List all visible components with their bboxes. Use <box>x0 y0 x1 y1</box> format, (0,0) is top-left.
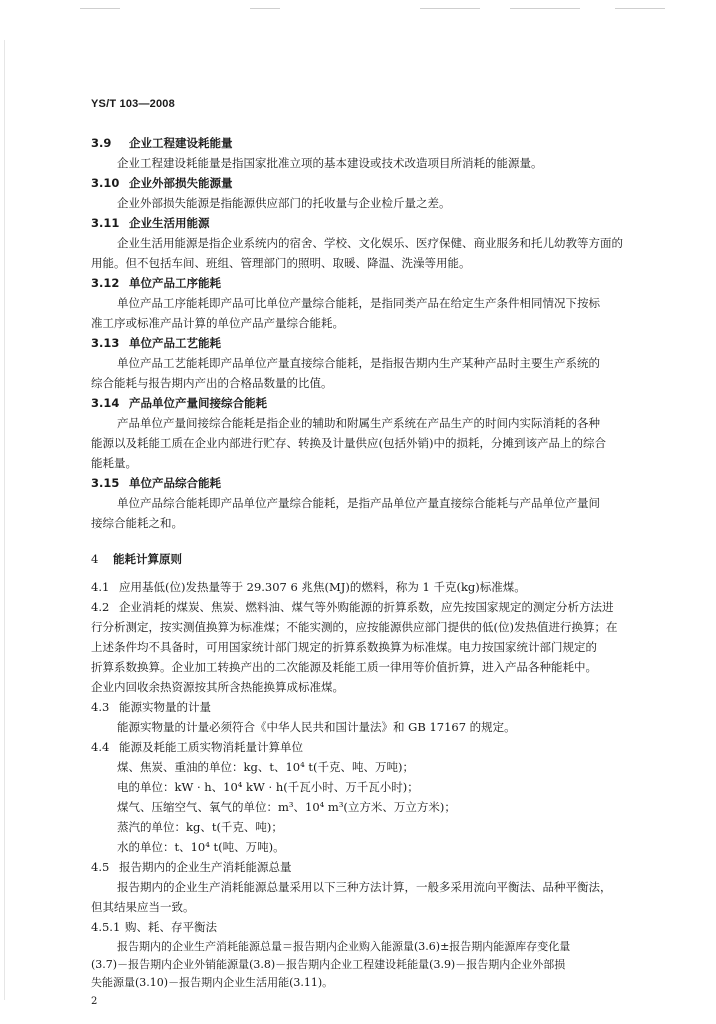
paragraph-line: 单位产品工序能耗即产品可比单位产量综合能耗，是指同类产品在给定生产条件相同情况下按标 <box>117 296 600 310</box>
unit-line: 蒸汽的单位：kg、t(千克、吨)； <box>117 820 283 834</box>
clause-title: 购、耗、存平衡法 <box>125 920 217 934</box>
section-number: 3.13 <box>91 336 120 350</box>
paragraph-line: 综合能耗与报告期内产出的合格品数量的比值。 <box>91 376 333 390</box>
section-title: 产品单位产量间接综合能耗 <box>129 396 267 410</box>
paragraph-line: 折算系数换算。企业加工转换产出的二次能源及耗能工质一律用等价值折算，进入产品各种能耗中。 <box>91 660 597 674</box>
clause-title: 能源及耗能工质实物消耗量计算单位 <box>119 740 303 754</box>
section-title: 企业生活用能源 <box>129 216 210 230</box>
clause-heading <box>91 700 211 714</box>
paragraph-line: 产品单位产量间接综合能耗是指企业的辅助和附属生产系统在产品生产的时间内实际消耗的各种 <box>117 416 600 430</box>
clause-heading <box>91 740 303 754</box>
paragraph-line: 行分析测定，按实测值换算为标准煤；不能实测的，应按能源供应部门提供的低(位)发热值进行换算；在 <box>91 620 618 634</box>
paragraph-line: 能源实物量的计量必须符合《中华人民共和国计量法》和 GB 17167 的规定。 <box>117 720 516 734</box>
clause-text: 企业消耗的煤炭、焦炭、燃料油、煤气等外购能源的折算系数，应先按国家规定的测定分析方法进 <box>119 600 614 614</box>
clause-heading <box>91 920 217 934</box>
section-title: 单位产品工序能耗 <box>129 276 221 290</box>
paragraph-line: 报告期内的企业生产消耗能源总量采用以下三种方法计算，一般多采用流向平衡法、品种平衡法， <box>117 880 612 894</box>
paragraph-line: 但其结果应当一致。 <box>91 900 195 914</box>
section-heading <box>91 276 221 290</box>
paragraph-line: (3.7)－报告期内企业外销能源量(3.8)－报告期内企业工程建设耗能量(3.9)－报告期内企业外部损 <box>91 958 566 971</box>
clause-number: 4.3 <box>91 700 110 714</box>
unit-line: 煤气、压缩空气、氧气的单位：m³、10⁴ m³(立方米、万立方米)； <box>117 800 456 814</box>
scan-artifact <box>615 8 665 9</box>
section-number: 3.15 <box>91 476 120 490</box>
section-number: 3.10 <box>91 176 120 190</box>
scan-artifact <box>250 8 280 9</box>
clause-text: 应用基低(位)发热量等于 29.307 6 兆焦(MJ)的燃料，称为 1 千克(kg)标准煤。 <box>119 580 526 594</box>
section-heading <box>91 216 210 230</box>
page-number: 2 <box>91 996 98 1007</box>
paragraph-line: 企业工程建设耗能量是指国家批准立项的基本建设或技术改造项目所消耗的能源量。 <box>117 156 543 170</box>
standard-id: YS/T 103—2008 <box>91 98 175 110</box>
section-title: 企业工程建设耗能量 <box>129 136 233 150</box>
section-heading <box>91 336 221 350</box>
clause-number: 4.1 <box>91 580 110 594</box>
section-title: 单位产品工艺能耗 <box>129 336 221 350</box>
section-number: 3.12 <box>91 276 120 290</box>
clause-title: 能源实物量的计量 <box>119 700 211 714</box>
chapter-title: 能耗计算原则 <box>113 552 182 566</box>
paragraph-line <box>91 580 526 594</box>
paragraph-line: 单位产品综合能耗即产品单位产量综合能耗，是指产品单位产量直接综合能耗与产品单位产量间 <box>117 496 600 510</box>
paragraph-line: 报告期内的企业生产消耗能源总量＝报告期内企业购入能源量(3.6)±报告期内能源库存变化量 <box>117 940 571 953</box>
scan-edge <box>4 40 5 1000</box>
clause-number: 4.5 <box>91 860 110 874</box>
paragraph-line: 单位产品工艺能耗即产品单位产量直接综合能耗，是指报告期内生产某种产品时主要生产系统的 <box>117 356 600 370</box>
scan-artifact <box>510 8 580 9</box>
section-title: 单位产品综合能耗 <box>129 476 221 490</box>
paragraph-line: 上述条件均不具备时，可用国家统计部门规定的折算系数换算为标准煤。电力按国家统计部门规定的 <box>91 640 597 654</box>
paragraph-line: 失能源量(3.10)－报告期内企业生活用能(3.11)。 <box>91 976 334 989</box>
paragraph-line: 接综合能耗之和。 <box>91 516 183 530</box>
paragraph-line: 用能。但不包括车间、班组、管理部门的照明、取暖、降温、洗澡等用能。 <box>91 256 471 270</box>
paragraph-line: 企业内回收余热资源按其所含热能换算成标准煤。 <box>91 680 344 694</box>
paragraph-line: 能源以及耗能工质在企业内部进行贮存、转换及计量供应(包括外销)中的损耗，分摊到该产品上的综合 <box>91 436 606 450</box>
clause-heading <box>91 860 292 874</box>
section-heading <box>91 176 233 190</box>
paragraph-line: 企业生活用能源是指企业系统内的宿舍、学校、文化娱乐、医疗保健、商业服务和托儿幼教等方面的 <box>117 236 623 250</box>
scan-artifact <box>420 8 480 9</box>
unit-line: 电的单位：kW · h、10⁴ kW · h(千瓦小时、万千瓦小时)； <box>117 780 419 794</box>
section-heading <box>91 476 221 490</box>
paragraph-line: 准工序或标准产品计算的单位产品产量综合能耗。 <box>91 316 344 330</box>
clause-title: 报告期内的企业生产消耗能源总量 <box>119 860 292 874</box>
scan-artifact <box>80 8 120 9</box>
chapter-heading <box>91 552 182 566</box>
unit-line: 水的单位：t、10⁴ t(吨、万吨)。 <box>117 840 285 854</box>
paragraph-line: 企业外部损失能源是指能源供应部门的托收量与企业检斤量之差。 <box>117 196 451 210</box>
unit-line: 煤、焦炭、重油的单位：kg、t、10⁴ t(千克、吨、万吨)； <box>117 760 414 774</box>
section-number: 3.9 <box>91 136 112 150</box>
section-heading <box>91 136 233 150</box>
section-title: 企业外部损失能源量 <box>129 176 233 190</box>
clause-number: 4.4 <box>91 740 110 754</box>
paragraph-line: 能耗量。 <box>91 456 137 470</box>
section-heading <box>91 396 267 410</box>
section-number: 3.14 <box>91 396 120 410</box>
clause-number: 4.2 <box>91 600 110 614</box>
clause-number: 4.5.1 <box>91 920 121 934</box>
section-number: 3.11 <box>91 216 120 230</box>
chapter-number: 4 <box>91 552 99 566</box>
paragraph-line <box>91 600 614 614</box>
